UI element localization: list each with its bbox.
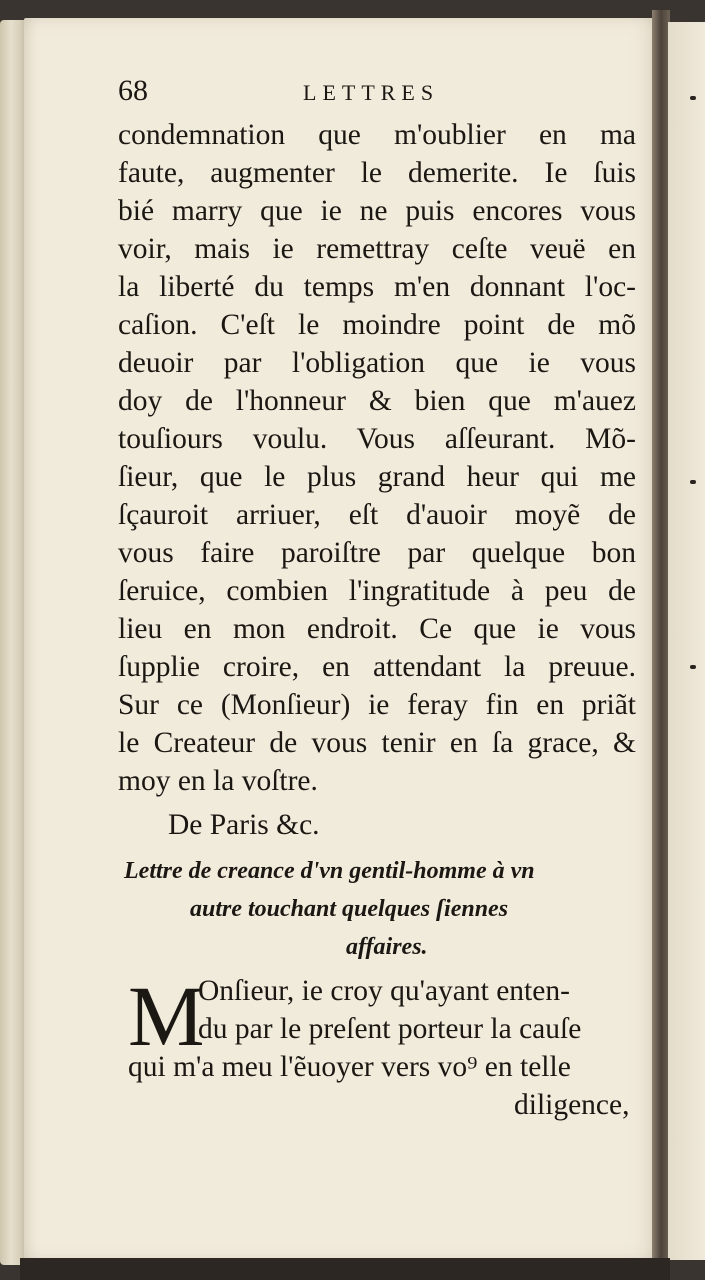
next-page-mark xyxy=(690,96,696,100)
page-number: 68 xyxy=(118,74,148,107)
text-line: faute, augmenter le demerite. Ie ſuis xyxy=(118,157,636,189)
text-line: Sur ce (Monſieur) ie feray fin en priãt xyxy=(118,689,636,721)
text-line: doy de l'honneur & bien que m'auez xyxy=(118,385,636,417)
text-line: bié marry que ie ne puis encores vous xyxy=(118,195,636,227)
text-line: ſeruice, combien l'ingratitude à peu de xyxy=(118,575,636,607)
next-page-mark xyxy=(690,480,696,484)
next-page-mark xyxy=(690,665,696,669)
text-line: du par le preſent porteur la cauſe xyxy=(198,1013,582,1045)
text-line: touſiours voulu. Vous aſſeurant. Mõ- xyxy=(118,423,636,455)
text-line: deuoir par l'obligation que ie vous xyxy=(118,347,636,379)
letter-title-line: affaires. xyxy=(346,934,428,960)
text-line: ſupplie croire, en attendant la preuue. xyxy=(118,651,636,683)
text-line: ſçauroit arriuer, eſt d'auoir moyẽ de xyxy=(118,499,636,531)
text-line: voir, mais ie remettray ceſte veuë en xyxy=(118,233,636,265)
letter-title-line: Lettre de creance d'vn gentil-homme à vn xyxy=(124,858,535,884)
text-line: vous faire paroiſtre par quelque bon xyxy=(118,537,636,569)
book-bottom-shadow xyxy=(20,1258,670,1280)
text-line: caſion. C'eſt le moindre point de mõ xyxy=(118,309,636,341)
text-line: la liberté du temps m'en donnant l'oc- xyxy=(118,271,636,303)
letter-title-line: autre touchant quelques ſiennes xyxy=(190,896,509,922)
drop-cap: M xyxy=(128,968,205,1064)
catchword: diligence, xyxy=(514,1089,630,1121)
text-line: le Createur de vous tenir en ſa grace, & xyxy=(118,727,636,759)
text-line: lieu en mon endroit. Ce que ie vous xyxy=(118,613,636,645)
running-head: LETTRES xyxy=(303,80,440,105)
text-line: ſieur, que le plus grand heur qui me xyxy=(118,461,636,493)
next-page-edge xyxy=(668,22,705,1260)
text-line: condemnation que m'oublier en ma xyxy=(118,119,636,151)
text-line: moy en la voſtre. xyxy=(118,765,318,797)
text-line: qui m'a meu l'ẽuoyer vers vo⁹ en telle xyxy=(128,1051,571,1083)
text-line: Onſieur, ie croy qu'ayant enten- xyxy=(198,975,570,1007)
closing-line: De Paris &c. xyxy=(168,809,320,841)
page-header xyxy=(118,74,638,114)
